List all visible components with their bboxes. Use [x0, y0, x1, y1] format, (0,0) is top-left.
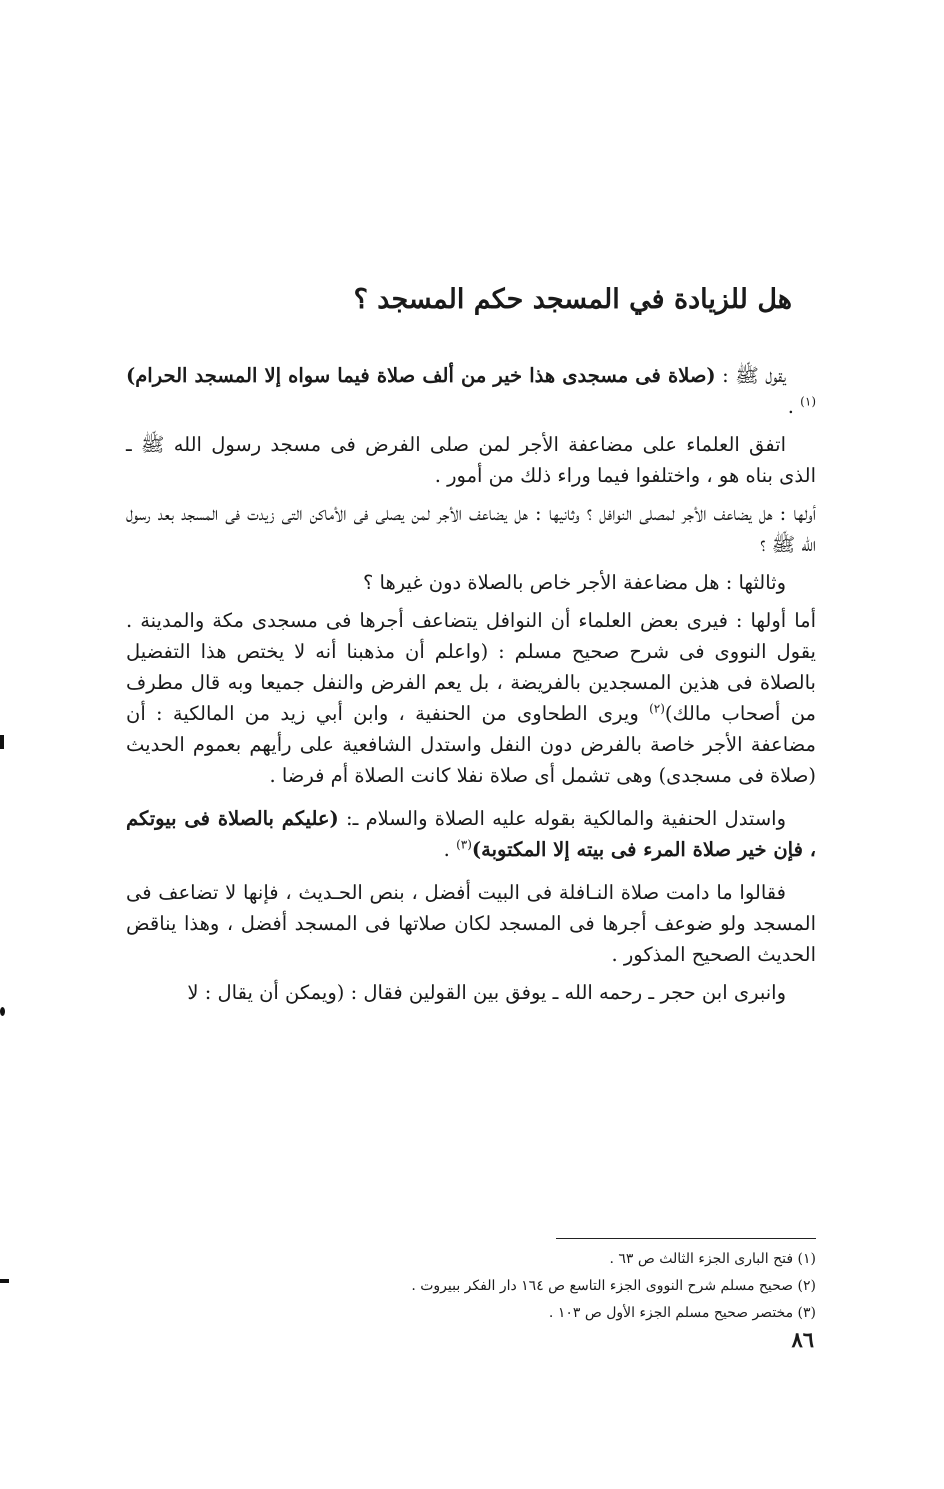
paragraph-text: .: [443, 838, 457, 861]
paragraph-text: .: [787, 395, 801, 418]
footnote-ref: (١): [800, 394, 816, 409]
paragraph: [126, 605, 816, 791]
scan-edge-mark: [0, 1279, 9, 1283]
footnote-separator: [556, 1238, 816, 1239]
footnote: (٣) مختصر صحيح مسلم الجزء الأول ص ١٠٣ .: [548, 1305, 816, 1321]
hadith-quote: (صلاة فى مسجدى هذا خير من ألف صلاة فيما سواه إلا المسجد الحرام): [126, 364, 716, 387]
scan-edge-mark: [0, 735, 4, 749]
footnote-ref: (٢): [649, 701, 665, 716]
footnotes: [256, 1246, 816, 1327]
body-text: [126, 360, 816, 1015]
paragraph-text: أما أولها : فيرى بعض العلماء أن النوافل يتضاعف أجرها فى مسجدى مكة والمدينة . يقول النووى فى شرح صحيح مسلم : (واعلم أن مذهبنا أنه لا يختص هذا التفضيل بالصلاة فى هذين المسجدين بالفريضة ، بل يعم الفرض والنفل جميعا وبه قال مطرف من أصحاب مالك): [126, 609, 816, 725]
footnote: (٢) صحيح مسلم شرح النووى الجزء التاسع ص ١٦٤ دار الفكر ببيروت .: [411, 1278, 816, 1294]
section-heading: هل للزيادة في المسجد حكم المسجد ؟: [353, 284, 792, 315]
paragraph: وثالثها : هل مضاعفة الأجر خاص بالصلاة دون غيرها ؟: [362, 571, 786, 594]
paragraph-text: يقول ﷺ :: [715, 364, 786, 387]
footnote: (١) فتح البارى الجزء الثالث ص ٦٣ .: [609, 1251, 816, 1267]
paragraph: [126, 360, 816, 422]
hadith-quote: (عليكم بالصلاة فى بيوتكم ، فإن خير صلاة المرء فى بيته إلا المكتوبة): [126, 807, 816, 861]
scan-edge-mark: [0, 1007, 5, 1016]
paragraph-text: واستدل الحنفية والمالكية بقوله عليه الصلاة والسلام ـ:: [338, 807, 786, 830]
paragraph: أولها : هل يضاعف الأجر لمصلى النوافل ؟ وثانيها : هل يضاعف الأجر لمن يصلى فى الأماكن التى زيدت فى المسجد بعد رسول الله ﷺ ؟: [126, 502, 816, 556]
paragraph: وانبرى ابن حجر ـ رحمه الله ـ يوفق بين القولين فقال : (ويمكن أن يقال : لا: [187, 981, 786, 1004]
footnote-ref: (٣): [456, 837, 472, 852]
paragraph-text: ويرى الطحاوى من الحنفية ، وابن أبي زيد من المالكية : أن مضاعفة الأجر خاصة بالفرض دون النفل واستدل الشافعية على رأيهم بعموم الحديث (صلاة فى مسجدى) وهى تشمل أى صلاة نفلا كانت الصلاة أم فرضا .: [126, 702, 816, 787]
paragraph: اتفق العلماء على مضاعفة الأجر لمن صلى الفرض فى مسجد رسول الله ﷺ ـ الذى بناه هو ، واختلفوا فيما وراء ذلك من أمور .: [126, 433, 816, 487]
page-number: ٨٦: [791, 1327, 814, 1352]
paragraph: فقالوا ما دامت صلاة النـافلة فى البيت أفضل ، بنص الحـديث ، فإنها لا تضاعف فى المسجد ولو ضوعف أجرها فى المسجد لكان صلاتها فى المسجد أفضل ، وهذا يناقض الحديث الصحيح المذكور .: [126, 881, 816, 966]
paragraph: [126, 803, 816, 865]
